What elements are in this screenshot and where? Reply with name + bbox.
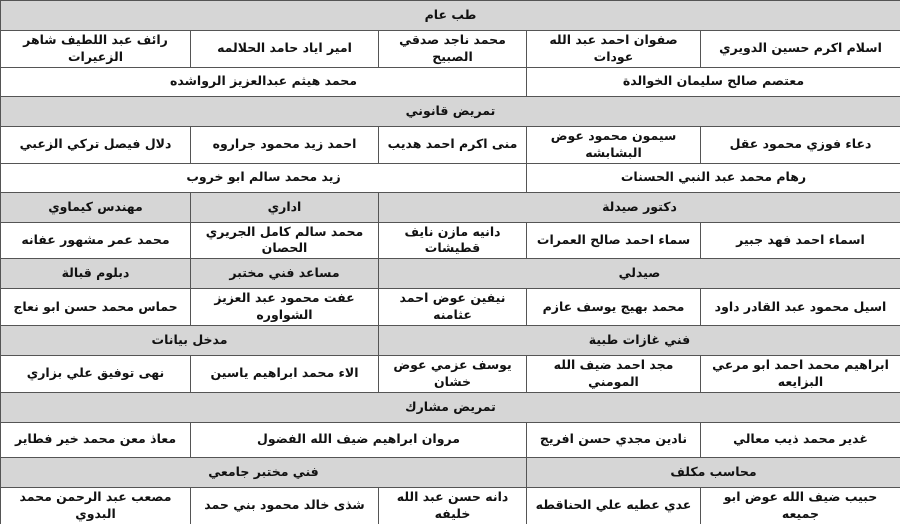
name-cell: زيد محمد سالم ابو خروب [1, 163, 527, 192]
name-cell: دانيه مازن نايف قطيشات [379, 222, 527, 259]
name-cell: محمد هيثم عبدالعزيز الرواشده [1, 67, 527, 96]
name-cell: محمد سالم كامل الجريري الحصان [191, 222, 379, 259]
section-header: اداري [191, 192, 379, 222]
section-header: مدخل بيانات [1, 326, 379, 356]
name-cell: احمد زيد محمود جراروه [191, 126, 379, 163]
section-header: تمريض قانوني [1, 96, 900, 126]
section-header: دكتور صيدلة [379, 192, 900, 222]
name-cell: مصعب عبد الرحمن محمد البدوي [1, 487, 191, 524]
section-header: طب عام [1, 1, 900, 31]
name-cell: اسيل محمود عبد القادر داود [701, 289, 900, 326]
name-cell: رهام محمد عبد النبي الحسنات [527, 163, 900, 192]
section-header: مهندس كيماوي [1, 192, 191, 222]
name-cell: حبيب ضيف الله عوض ابو جميعه [701, 487, 900, 524]
section-header: فني غازات طبية [379, 326, 900, 356]
name-cell: عفت محمود عبد العزيز الشواوره [191, 289, 379, 326]
name-cell: غدير محمد ذيب معالي [701, 422, 900, 457]
name-cell: دعاء فوزي محمود عقل [701, 126, 900, 163]
name-cell: الاء محمد ابراهيم ياسين [191, 356, 379, 393]
name-cell: محمد ناجد صدقي الصبيح [379, 31, 527, 68]
name-cell: عدي عطيه علي الحناقطه [527, 487, 701, 524]
name-cell: نهى توفيق علي بزاري [1, 356, 191, 393]
name-cell: ابراهيم محمد احمد ابو مرعي البزايعه [701, 356, 900, 393]
name-cell: معاذ معن محمد خير فطاير [1, 422, 191, 457]
name-cell: امير اياد حامد الحلالمه [191, 31, 379, 68]
section-header: تمريض مشارك [1, 392, 900, 422]
name-cell: نادين مجدي حسن افريج [527, 422, 701, 457]
name-cell: سماء احمد صالح العمرات [527, 222, 701, 259]
name-cell: سيمون محمود عوض البشابشه [527, 126, 701, 163]
name-cell: مروان ابراهيم ضيف الله الفضول [191, 422, 527, 457]
section-header: دبلوم قبالة [1, 259, 191, 289]
section-header: صيدلي [379, 259, 900, 289]
name-cell: صفوان احمد عبد الله عودات [527, 31, 701, 68]
name-cell: شذى خالد محمود بني حمد [191, 487, 379, 524]
name-cell: منى اكرم احمد هديب [379, 126, 527, 163]
name-cell: نيفين عوض احمد عثامنه [379, 289, 527, 326]
section-header: مساعد فني مختبر [191, 259, 379, 289]
section-header: فني مختبر جامعي [1, 457, 527, 487]
name-cell: يوسف عزمي عوض خشان [379, 356, 527, 393]
name-cell: معتصم صالح سليمان الخوالدة [527, 67, 900, 96]
section-header: محاسب مكلف [527, 457, 900, 487]
name-cell: مجد احمد ضيف الله المومني [527, 356, 701, 393]
name-cell: اسماء احمد فهد جبير [701, 222, 900, 259]
name-cell: اسلام اكرم حسين الدويري [701, 31, 900, 68]
name-cell: محمد عمر مشهور عفانه [1, 222, 191, 259]
name-cell: محمد بهيج يوسف عازم [527, 289, 701, 326]
name-cell: دلال فيصل تركي الزعبي [1, 126, 191, 163]
name-cell: حماس محمد حسن ابو نعاج [1, 289, 191, 326]
name-cell: دانه حسن عبد الله خليفه [379, 487, 527, 524]
name-cell: رائف عبد اللطيف شاهر الزعيرات [1, 31, 191, 68]
